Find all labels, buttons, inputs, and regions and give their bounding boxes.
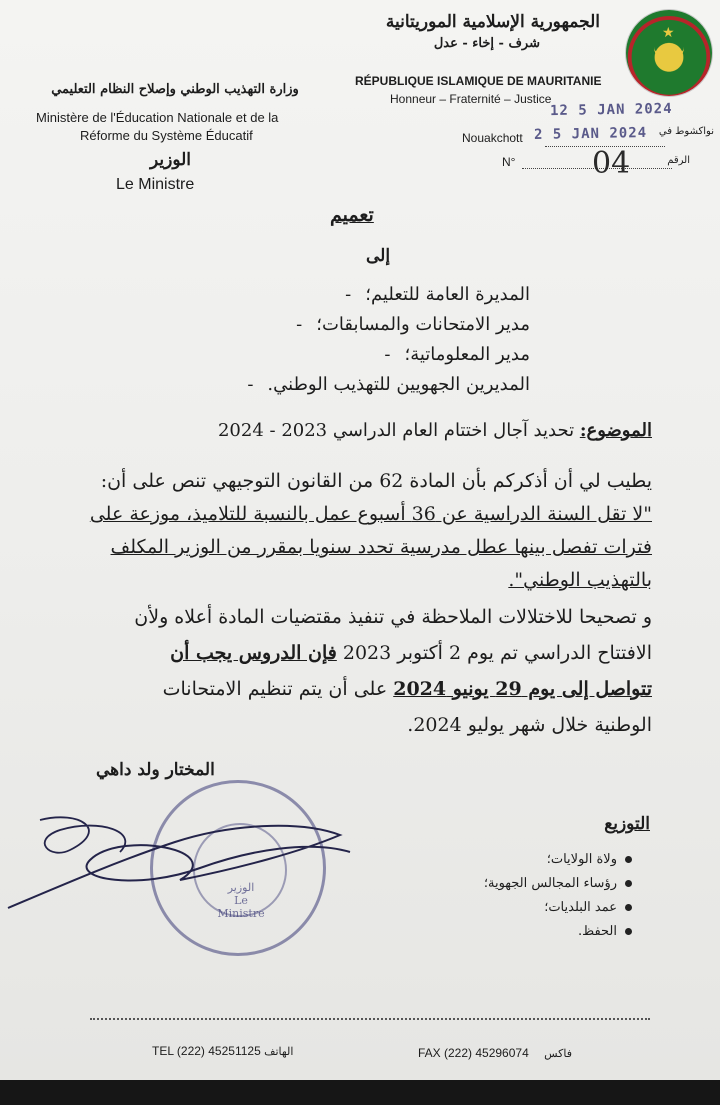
bullet-icon (625, 904, 632, 911)
distribution-item: عمد البلديات؛ (544, 900, 632, 915)
recipient-to: إلى (366, 246, 391, 266)
recipient-item: مدير المعلوماتية؛- (384, 344, 530, 365)
place-label-fr: Nouakchott (462, 131, 523, 145)
place-label-ar: نواكشوط في (658, 126, 714, 137)
body-line: الوطنية خلال شهر يوليو 2024. (407, 714, 652, 736)
motto-fr: Honneur – Fraternité – Justice (390, 92, 552, 106)
circular-title: تعميم (330, 204, 374, 226)
star-icon: ★ (662, 25, 675, 41)
body-quote-line: "لا تقل السنة الدراسية عن 36 أسبوع عمل بالنسبة للتلاميذ، موزعة على (89, 503, 652, 525)
recipient-item: المديرة العامة للتعليم؛- (345, 284, 530, 305)
minister-title-ar: الوزير (150, 150, 192, 170)
body-line: الافتتاح الدراسي تم يوم 2 أكتوبر 2023 فإن الدروس يجب أن (170, 642, 652, 664)
footer-phone: TEL (222) 45251125 الهاتف (152, 1044, 294, 1058)
footer-divider (90, 1018, 650, 1020)
bullet-icon (625, 880, 632, 887)
body-quote-line: فترات تفصل بينها عطل مدرسية تحدد سنويا بمقرر من الوزير المكلف (110, 536, 652, 558)
recipient-item: مدير الامتحانات والمسابقات؛- (296, 314, 530, 335)
recipient-item: المديرين الجهويين للتهذيب الوطني.- (247, 374, 530, 395)
bullet-icon (625, 928, 632, 935)
republic-name-fr: RÉPUBLIQUE ISLAMIQUE DE MAURITANIE (355, 74, 602, 88)
distribution-item: الحفظ. (578, 924, 632, 939)
distribution-item: ولاة الولايات؛ (547, 852, 632, 867)
ministry-name-ar: وزارة التهذيب الوطني وإصلاح النظام التعليمي (51, 82, 299, 97)
date-stamp-issued: 2 5 JAN 2024 (533, 125, 648, 143)
signatory-name: المختار ولد داهي (96, 760, 215, 780)
body-line: و تصحيحا للاختلالات الملاحظة في تنفيذ مقتضيات المادة أعلاه ولأن (134, 606, 652, 628)
number-label-fr: N° (502, 155, 516, 169)
ministry-name-fr-line2: Réforme du Système Éducatif (80, 128, 253, 143)
date-stamp-received: 12 5 JAN 2024 (549, 100, 673, 120)
handwritten-signature-icon (0, 790, 360, 930)
minister-title-fr: Le Ministre (116, 176, 195, 193)
number-label-ar: الرقم (667, 155, 690, 166)
ministry-name-fr-line1: Ministère de l'Éducation Nationale et de la (36, 110, 279, 125)
subject-label: الموضوع: (579, 420, 652, 441)
seal-label: الوزير Le Ministre (217, 881, 265, 920)
national-emblem-icon (626, 10, 712, 96)
body-line: يطيب لي أن أذكركم بأن المادة 62 من القانون التوجيهي تنص على أن: (100, 470, 652, 492)
body-quote-line: بالتهذيب الوطني". (508, 569, 652, 591)
subject-line (218, 420, 652, 441)
subject-text: تحديد آجال اختتام العام الدراسي 2023 - 2024 (217, 420, 575, 441)
circular-number: 04 (592, 146, 631, 181)
republic-name-ar: الجمهورية الإسلامية الموريتانية (385, 12, 600, 32)
distribution-title: التوزيع (604, 814, 650, 834)
bullet-icon (625, 856, 632, 863)
distribution-item: رؤساء المجالس الجهوية؛ (484, 876, 632, 891)
photo-bottom-edge (0, 1080, 720, 1105)
body-line: تتواصل إلى يوم 29 يونيو 2024 على أن يتم تنظيم الامتحانات (162, 678, 652, 700)
motto-ar: شرف - إخاء - عدل (433, 36, 540, 51)
footer-fax: FAX (222) 45296074 فاكس (418, 1046, 572, 1060)
